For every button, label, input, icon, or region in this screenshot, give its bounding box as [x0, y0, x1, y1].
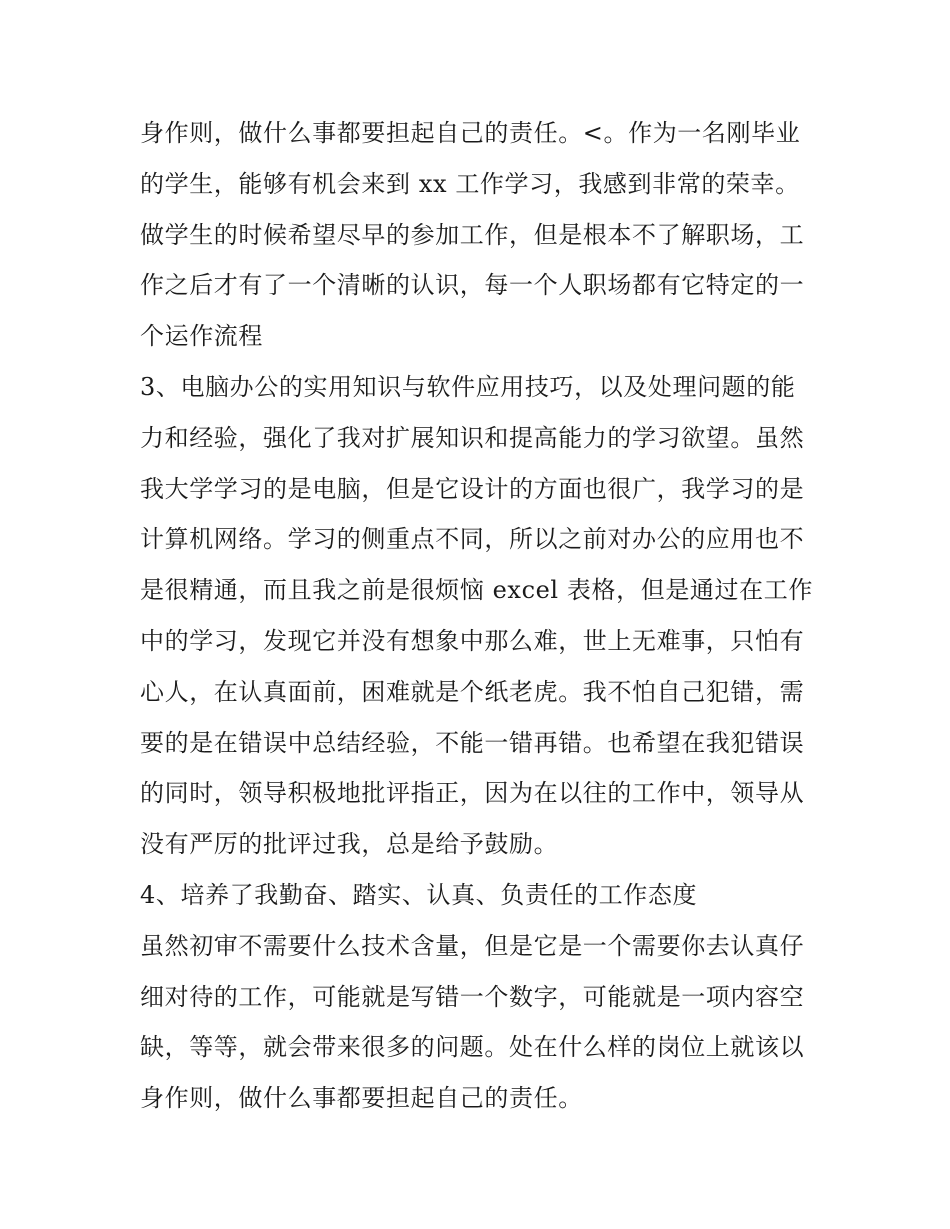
section-heading-4: 4、培养了我勤奋、踏实、认真、负责任的工作态度: [140, 880, 698, 909]
text-line: 心人，在认真面前，困难就是个纸老虎。我不怕自己犯错，需: [140, 677, 805, 706]
text-line: 是很精通，而且我之前是很烦恼 excel 表格，但是通过在工作: [140, 576, 813, 605]
text-line: 个运作流程: [140, 322, 263, 351]
text-line: 力和经验，强化了我对扩展知识和提高能力的学习欲望。虽然: [140, 423, 805, 452]
text-line: 身作则，做什么事都要担起自己的责任。<。作为一名刚毕业: [140, 119, 801, 147]
text-line: 计算机网络。学习的侧重点不同，所以之前对办公的应用也不: [140, 525, 805, 554]
text-line: 中的学习，发现它并没有想象中那么难，世上无难事，只怕有: [140, 626, 805, 655]
text-line: 的学生，能够有机会来到 xx 工作学习，我感到非常的荣幸。: [140, 169, 800, 198]
section-heading-3: 3、电脑办公的实用知识与软件应用技巧，以及处理问题的能: [140, 372, 796, 401]
text-line: 没有严厉的批评过我，总是给予鼓励。: [140, 830, 559, 859]
text-line: 我大学学习的是电脑，但是它设计的方面也很广，我学习的是: [140, 474, 805, 503]
text-line: 的同时，领导积极地批评指正，因为在以往的工作中，领导从: [140, 779, 805, 808]
text-line: 作之后才有了一个清晰的认识，每一个人职场都有它特定的一: [140, 271, 805, 300]
text-line: 虽然初审不需要什么技术含量，但是它是一个需要你去认真仔: [140, 931, 805, 960]
text-line: 缺，等等，就会带来很多的问题。处在什么样的岗位上就该以: [140, 1033, 805, 1062]
text-line: 身作则，做什么事都要担起自己的责任。: [140, 1084, 583, 1113]
text-line: 做学生的时候希望尽早的参加工作，但是根本不了解职场，工: [140, 220, 805, 249]
text-line: 要的是在错误中总结经验，不能一错再错。也希望在我犯错误: [140, 728, 805, 757]
document-body: [140, 108, 830, 1124]
text-line: 细对待的工作，可能就是写错一个数字，可能就是一项内容空: [140, 982, 805, 1011]
